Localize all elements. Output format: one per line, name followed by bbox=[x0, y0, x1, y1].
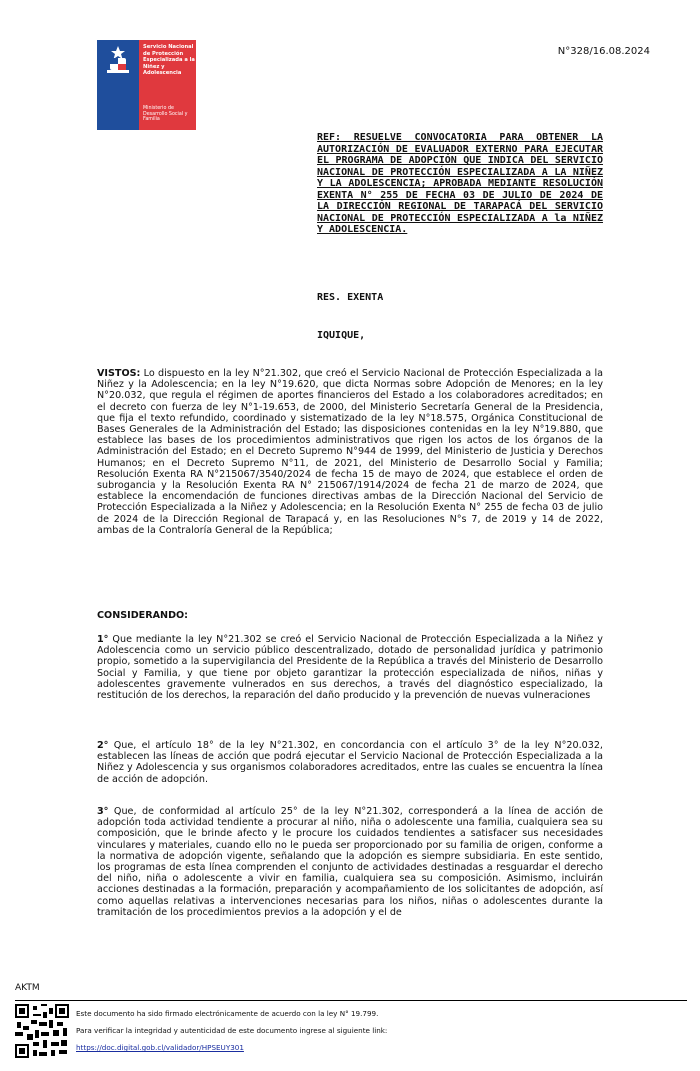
verification-link[interactable]: https://doc.digital.gob.cl/validador/HPSEUY301 bbox=[76, 1043, 244, 1052]
vistos-text: Lo dispuesto en la ley N°21.302, que creó el Servicio Nacional de Protección Especializada a la Niñez y la Adolescencia; en la ley N°19.620, que dicta Normas sobre Adopción de Menores; en la ley N°20.032, que regula el régimen de aportes financieros del Estado a los colaboradores acreditados; en el decreto con fuerza de ley N°1-19.653, de 2000, del Ministerio Secretaría General de la Presidencia, que fija el texto refundido, coordinado y sistematizado de la ley N°18.575, Orgánica Constitucional de Bases Generales de la Administración del Estado; las disposiciones contenidas en la ley N°19.880, que establece las bases de los procedimientos administrativos que rigen los actos de los órganos de la Administración del Estado; en el Decreto Supremo N°944 de 1999, del Ministerio de Justicia y Derechos Humanos; en el Decreto Supremo N°11, de 2021, del Ministerio de Desarrollo Social y Familia; Resolución Exenta RA N°215067/3540/2024 de fecha 15 de mayo de 2024, que establece el orden de subrogancia y la Resolución Exenta RA N° 215067/1914/2024 de fecha 21 de marzo de 2024, que establece la encomendación de funciones directivas ambas de la Dirección Nacional del Servicio de Protección Especializada a la Niñez y Adolescencia; en la Resolución Exenta N° 255 de fecha 03 de julio de 2024 de la Dirección Regional de Tarapacá y, en las Resoluciones N°s 7, de 2019 y 14 de 2022, ambas de la Contraloría General de la República; bbox=[97, 368, 603, 536]
considerando-item-2 bbox=[97, 740, 603, 785]
vistos-paragraph bbox=[97, 368, 603, 536]
institution-logo bbox=[97, 40, 196, 130]
item-label: 1° bbox=[97, 634, 109, 645]
considerando-item-3 bbox=[97, 806, 603, 918]
reference-block bbox=[317, 132, 603, 236]
initials: AKTM bbox=[15, 983, 40, 993]
verification-notice: Para verificar la integridad y autenticidad de este documento ingrese al siguiente link: bbox=[76, 1026, 388, 1035]
qr-code-icon bbox=[15, 1004, 69, 1058]
signature-notice: Este documento ha sido firmado electrónicamente de acuerdo con la ley N° 19.799. bbox=[76, 1009, 379, 1018]
item-label: 2° bbox=[97, 740, 109, 751]
considerando-item-1 bbox=[97, 634, 603, 701]
agency-name: Servicio Nacional de Protección Especializada a la Niñez y Adolescencia bbox=[143, 44, 195, 77]
item-text: Que, de conformidad al artículo 25° de la ley N°21.302, corresponderá a la línea de acción de adopción toda actividad tendiente a procurar al niño, niña o adolescente una familia, cualquiera sea su composición, que le brinde afecto y le procure los cuidados tendientes a satisfacer sus necesidades vinculares y materiales, cuando ello no le pueda ser proporcionado por su familia de origen, conforme a la normativa de adopción vigente, señalando que la adopción es siempre subsidiaria. En este sentido, los programas de esta línea comprenden el conjunto de actividades destinadas a resguardar el derecho del niño, niña o adolescente a vivir en familia, cualquiera sea su composición. Asimismo, incluirán acciones destinadas a la formación, preparación y acompañamiento de los solicitantes de adopción, así como aquellas relativas a intervenciones necesarias para los niños, niñas o adolescentes durante la tramitación de los procedimientos previos a la adopción y el de bbox=[97, 806, 603, 918]
reference-text: REF: RESUELVE CONVOCATORIA PARA OBTENER LA AUTORIZACIÓN DE EVALUADOR EXTERNO PARA EJECUTAR EL PROGRAMA DE ADOPCIÓN QUE INDICA DEL SERVICIO NACIONAL DE PROTECCIÓN ESPECIALIZADA A LA NIÑEZ Y LA ADOLESCENCIA; APROBADA MEDIANTE RESOLUCIÓN EXENTA N° 255 DE FECHA 03 DE JULIO DE 2024 DE LA DIRECCIÓN REGIONAL DE TARAPACÁ DEL SERVICIO NACIONAL DE PROTECCIÓN ESPECIALIZADA A la NIÑEZ Y ADOLESCENCIA. bbox=[317, 132, 603, 235]
ministry-name: Ministerio de Desarrollo Social y Familia bbox=[143, 106, 188, 123]
considerando-heading: CONSIDERANDO: bbox=[97, 610, 189, 621]
resolution-label: RES. EXENTA bbox=[317, 292, 384, 303]
city-label: IQUIQUE, bbox=[317, 330, 366, 341]
document-number: N°328/16.08.2024 bbox=[557, 46, 650, 57]
item-label: 3° bbox=[97, 806, 109, 817]
vistos-label: VISTOS: bbox=[97, 368, 141, 379]
footer-divider bbox=[15, 1000, 687, 1001]
item-text: Que, el artículo 18° de la ley N°21.302, en concordancia con el artículo 3° de la ley N°20.032, establecen las líneas de acción que podrá ejecutar el Servicio Nacional de Protección Especializada a la Niñez y Adolescencia y sus organismos colaboradores acreditados, entre las cuales se encuentra la línea de acción de adopción. bbox=[97, 740, 603, 785]
item-text: Que mediante la ley N°21.302 se creó el Servicio Nacional de Protección Especializada a la Niñez y Adolescencia como un servicio público descentralizado, dotado de personalidad jurídica y patrimonio propio, sometido a la supervigilancia del Presidente de la República a través del Ministerio de Desarrollo Social y Familia, y que tiene por objeto garantizar la protección especializada de niños, niñas y adolescentes gravemente vulnerados en sus derechos, a través del diagnóstico especializado, la restitución de los derechos, la reparación del daño producido y la prevención de nuevas vulneraciones bbox=[97, 634, 603, 702]
coat-of-arms-icon bbox=[101, 44, 135, 76]
